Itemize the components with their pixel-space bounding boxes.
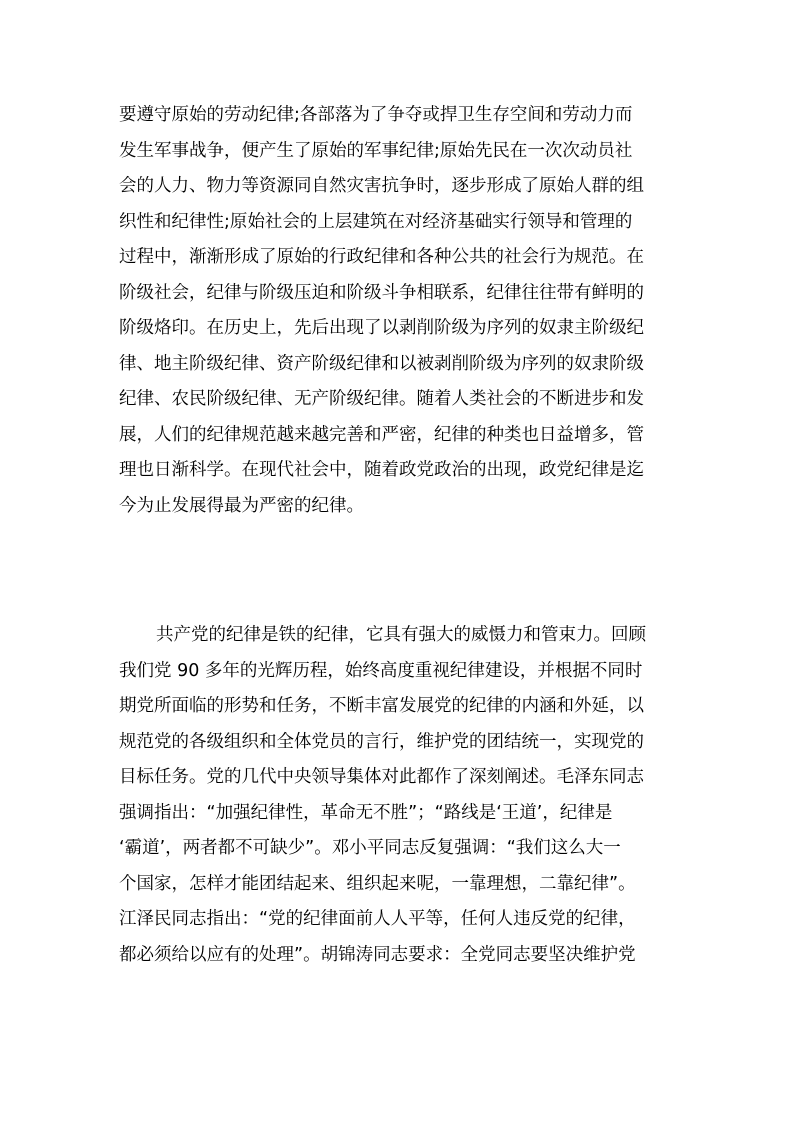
paragraph-1-line: 今为止发展得最为严密的纪律。: [119, 495, 364, 516]
paragraph-1-line: 过程中，渐渐形成了原始的行政纪律和各种公共的社会行为规范。在: [119, 247, 644, 267]
paragraph-1-line: 阶级烙印。在历史上，先后出现了以剥削阶级为序列的奴隶主阶级纪: [119, 318, 644, 338]
paragraph-1-line: 阶级社会，纪律与阶级压迫和阶级斗争相联系，纪律往往带有鲜明的: [119, 282, 644, 303]
paragraph-2-line: 强调指出：“加强纪律性，革命无不胜”；“路线是‘王道’，纪律是: [119, 802, 613, 823]
paragraph-1-line: 发生军事战争，便产生了原始的军事纪律;原始先民在一次次动员社: [119, 140, 633, 161]
paragraph-1-line: 会的人力、物力等资源同自然灾害抗争时，逐步形成了原始人群的组: [119, 176, 644, 196]
paragraph-2-line: 江泽民同志指出：“党的纪律面前人人平等，任何人违反党的纪律，: [119, 909, 636, 929]
paragraph-2-line: 我们党 90 多年的光辉历程，始终高度重视纪律建设，并根据不同时: [119, 660, 643, 681]
paragraph-1-line: 展，人们的纪律规范越来越完善和严密，纪律的种类也日益增多，管: [119, 424, 644, 445]
paragraph-1-line: 要遵守原始的劳动纪律;各部落为了争夺或捍卫生存空间和劳动力而: [119, 105, 633, 125]
paragraph-2-line: 都必须给以应有的处理”。胡锦涛同志要求：全党同志要坚决维护党: [119, 944, 636, 965]
paragraph-2: [119, 618, 679, 973]
paragraph-1-line: 纪律、农民阶级纪律、无产阶级纪律。随着人类社会的不断进步和发: [119, 389, 644, 409]
paragraph-2-line: 个国家，怎样才能团结起来、组织起来呢，一靠理想，二靠纪律”。: [119, 873, 636, 894]
paragraph-2-line: 共产党的纪律是铁的纪律，它具有强大的威慑力和管束力。回顾: [156, 625, 646, 645]
paragraph-1-line: 织性和纪律性;原始社会的上层建筑在对经济基础实行领导和管理的: [119, 211, 633, 232]
paragraph-2-line: ‘霸道’，两者都不可缺少”。邓小平同志反复强调：“我们这么大一: [119, 838, 621, 858]
paragraph-1-line: 理也日渐科学。在现代社会中，随着政党政治的出现，政党纪律是迄: [119, 460, 644, 480]
paragraph-2-line: 期党所面临的形势和任务，不断丰富发展党的纪律的内涵和外延，以: [119, 696, 644, 716]
paragraph-2-line: 目标任务。党的几代中央领导集体对此都作了深刻阐述。毛泽东同志: [119, 767, 644, 787]
paragraph-2-line: 规范党的各级组织和全体党员的言行，维护党的团结统一，实现党的: [119, 731, 644, 752]
paragraph-1-line: 律、地主阶级纪律、资产阶级纪律和以被剥削阶级为序列的奴隶阶级: [119, 353, 644, 374]
paragraph-1: [119, 98, 679, 524]
